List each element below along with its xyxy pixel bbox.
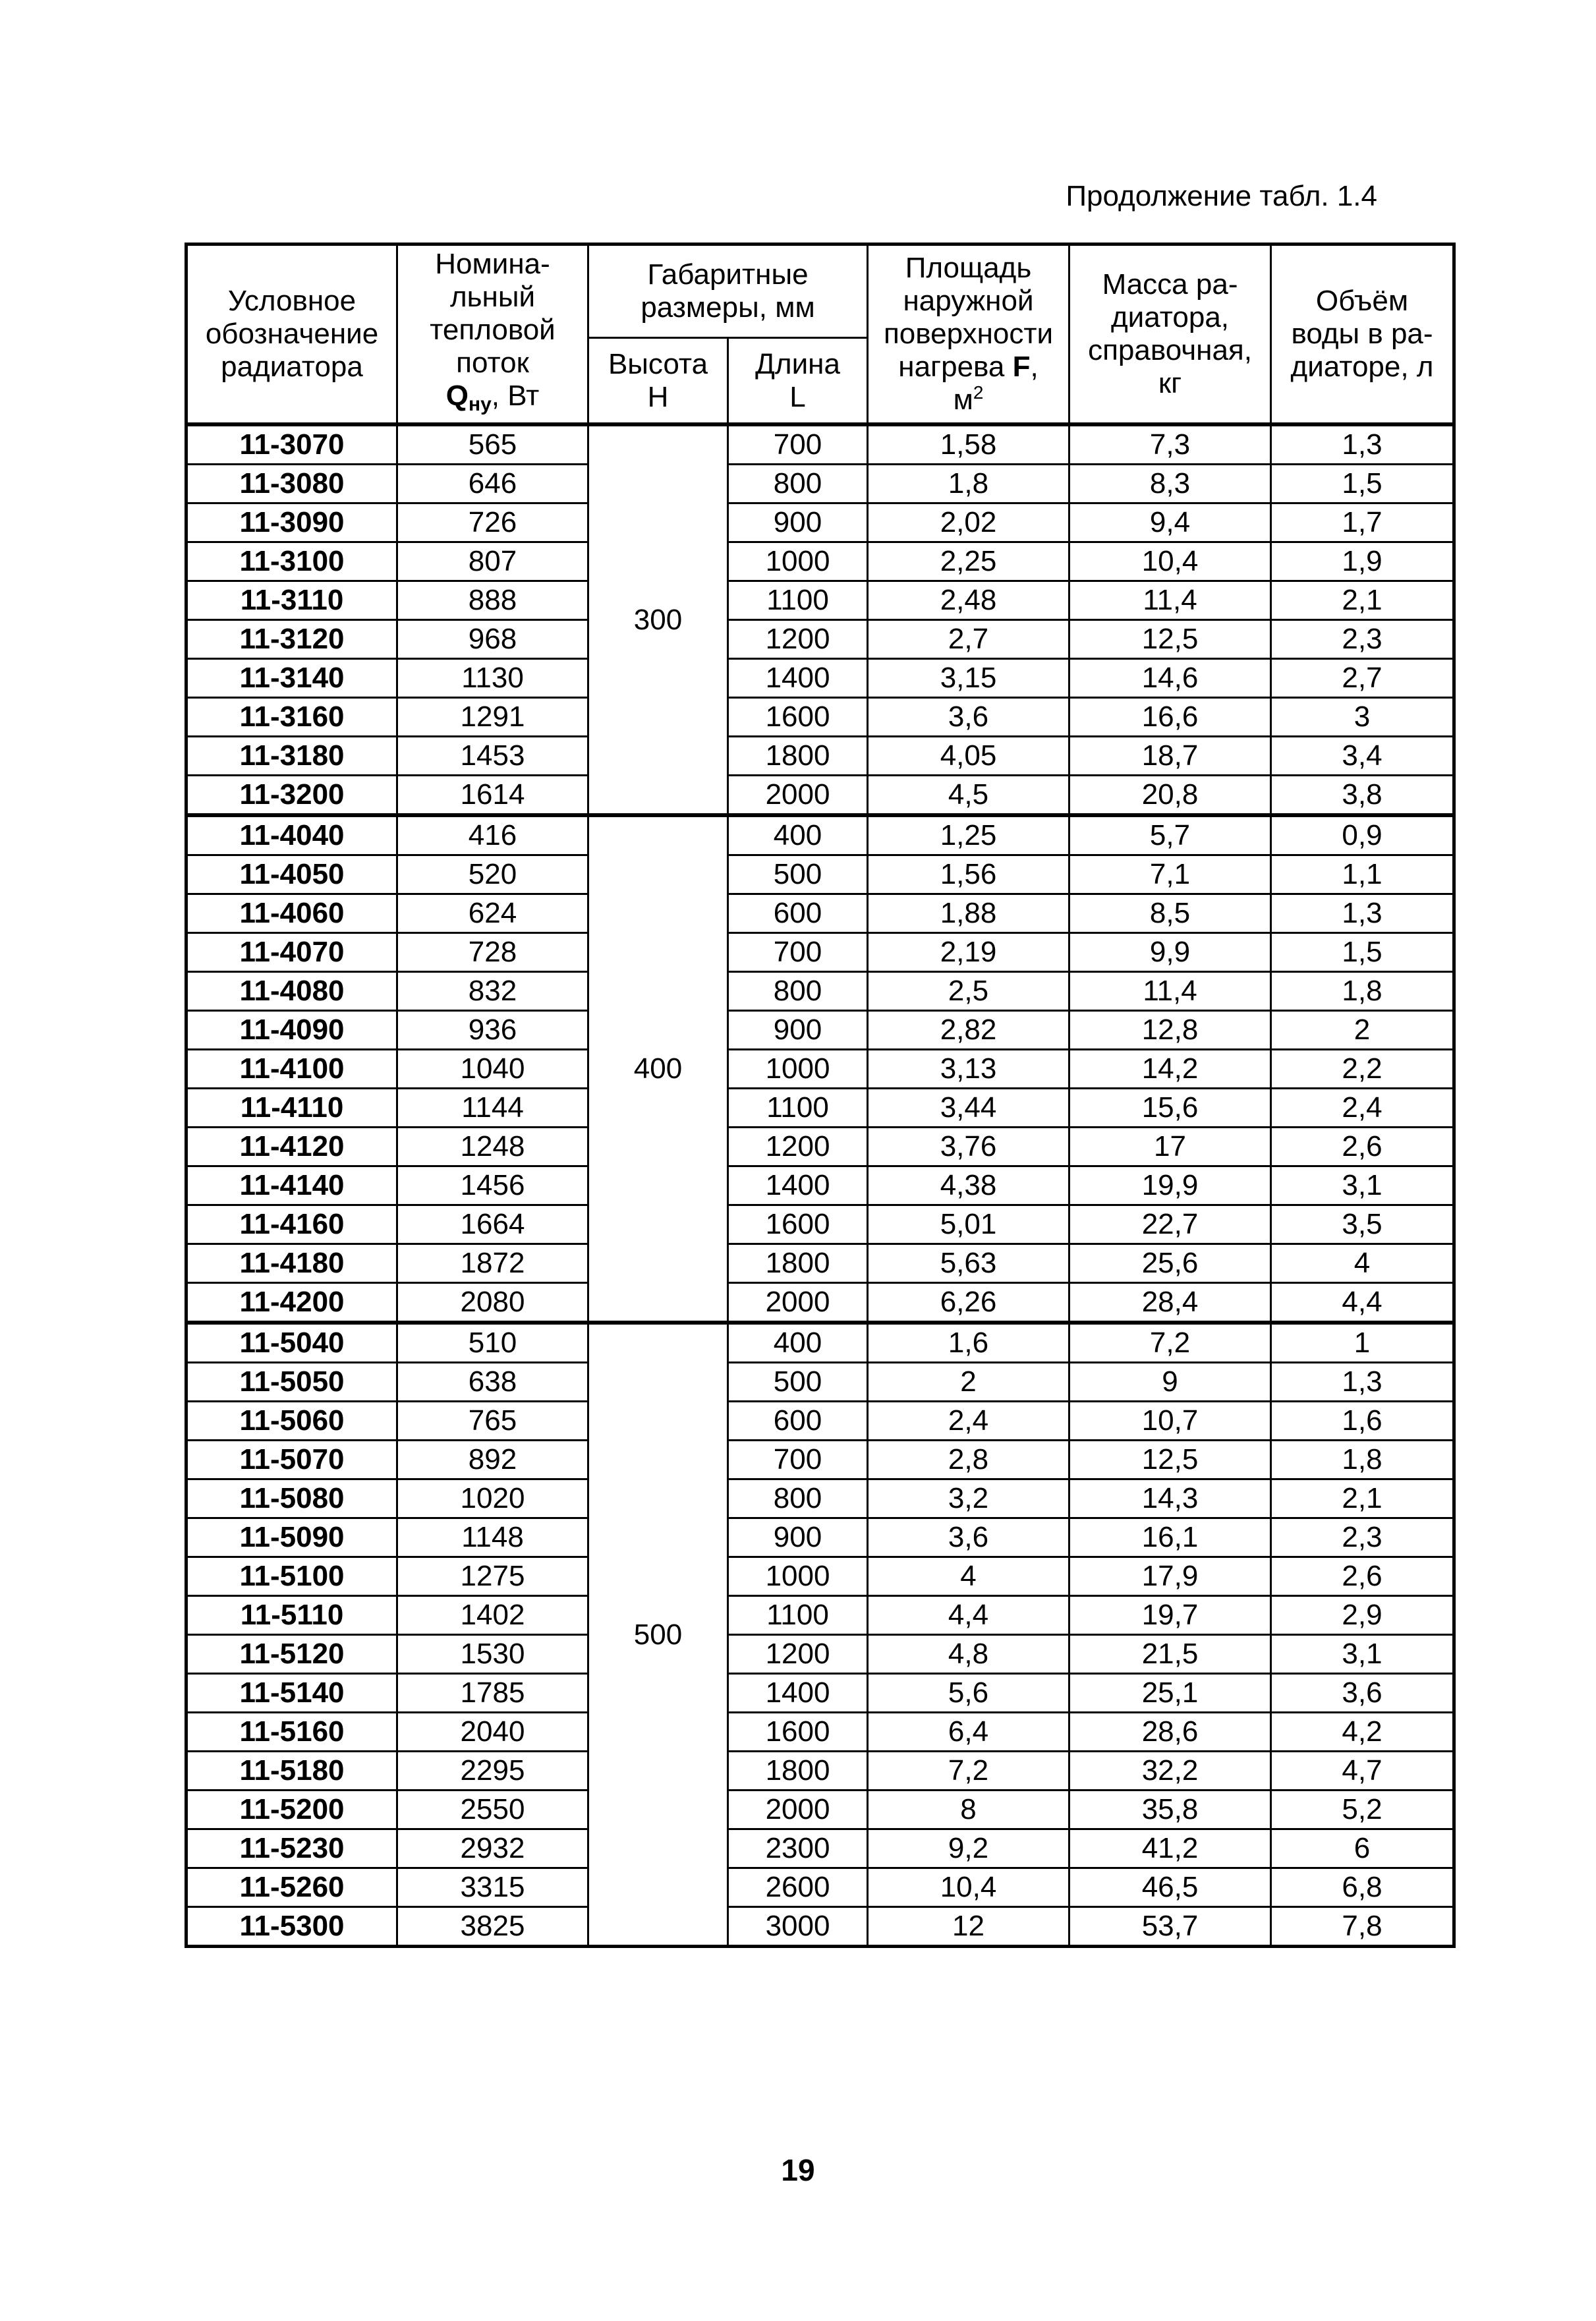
table-row xyxy=(186,1596,1454,1635)
cell-mass: 14,6 xyxy=(1069,659,1271,698)
cell-area: 3,2 xyxy=(868,1479,1069,1518)
table-row xyxy=(186,1166,1454,1205)
cell-area: 2 xyxy=(868,1363,1069,1402)
cell-heat-flow: 646 xyxy=(397,465,588,503)
cell-length: 700 xyxy=(728,424,868,465)
cell-area: 5,6 xyxy=(868,1674,1069,1713)
cell-length: 1200 xyxy=(728,1635,868,1674)
cell-designation: 11-3070 xyxy=(186,424,397,465)
cell-volume: 1,8 xyxy=(1271,972,1454,1011)
cell-heat-flow: 1148 xyxy=(397,1518,588,1557)
cell-heat-flow: 1785 xyxy=(397,1674,588,1713)
table-row xyxy=(186,1050,1454,1089)
cell-length: 2000 xyxy=(728,1791,868,1829)
table-row xyxy=(186,933,1454,972)
cell-volume: 3,6 xyxy=(1271,1674,1454,1713)
cell-heat-flow: 510 xyxy=(397,1323,588,1363)
cell-designation: 11-3180 xyxy=(186,737,397,776)
table-row xyxy=(186,1323,1454,1363)
table-caption: Продолжение табл. 1.4 xyxy=(1066,180,1377,212)
cell-heat-flow: 1614 xyxy=(397,776,588,816)
cell-area: 1,6 xyxy=(868,1323,1069,1363)
cell-height-group: 500 xyxy=(588,1323,728,1947)
cell-volume: 3 xyxy=(1271,698,1454,737)
cell-volume: 2 xyxy=(1271,1011,1454,1050)
cell-designation: 11-4080 xyxy=(186,972,397,1011)
cell-mass: 12,5 xyxy=(1069,1441,1271,1479)
cell-height-group: 300 xyxy=(588,424,728,815)
cell-length: 1000 xyxy=(728,542,868,581)
cell-heat-flow: 1530 xyxy=(397,1635,588,1674)
cell-designation: 11-5200 xyxy=(186,1791,397,1829)
cell-designation: 11-5260 xyxy=(186,1868,397,1907)
cell-volume: 1,5 xyxy=(1271,465,1454,503)
cell-heat-flow: 832 xyxy=(397,972,588,1011)
cell-area: 2,5 xyxy=(868,972,1069,1011)
cell-volume: 1,3 xyxy=(1271,424,1454,465)
cell-area: 1,25 xyxy=(868,815,1069,855)
table-row xyxy=(186,659,1454,698)
page-number: 19 xyxy=(781,2153,815,2187)
cell-length: 2600 xyxy=(728,1868,868,1907)
radiator-table xyxy=(185,243,1456,1948)
cell-length: 1100 xyxy=(728,1596,868,1635)
cell-heat-flow: 1402 xyxy=(397,1596,588,1635)
table-row xyxy=(186,698,1454,737)
cell-length: 3000 xyxy=(728,1907,868,1947)
cell-area: 2,7 xyxy=(868,620,1069,659)
cell-heat-flow: 1872 xyxy=(397,1244,588,1283)
cell-mass: 35,8 xyxy=(1069,1791,1271,1829)
cell-length: 1100 xyxy=(728,1089,868,1128)
cell-area: 5,63 xyxy=(868,1244,1069,1283)
cell-mass: 5,7 xyxy=(1069,815,1271,855)
cell-designation: 11-4140 xyxy=(186,1166,397,1205)
cell-length: 1400 xyxy=(728,659,868,698)
cell-designation: 11-4160 xyxy=(186,1205,397,1244)
table-row xyxy=(186,503,1454,542)
table-row xyxy=(186,1244,1454,1283)
header-area: Площадь наружной поверхности нагрева F, $м^2$ xyxy=(868,244,1069,425)
cell-area: 3,6 xyxy=(868,1518,1069,1557)
cell-designation: 11-4050 xyxy=(186,855,397,894)
cell-volume: 1,3 xyxy=(1271,1363,1454,1402)
cell-heat-flow: 726 xyxy=(397,503,588,542)
cell-area: 2,82 xyxy=(868,1011,1069,1050)
cell-designation: 11-4060 xyxy=(186,894,397,933)
table-row xyxy=(186,972,1454,1011)
cell-length: 600 xyxy=(728,1402,868,1441)
cell-designation: 11-5080 xyxy=(186,1479,397,1518)
cell-heat-flow: 1453 xyxy=(397,737,588,776)
cell-heat-flow: 520 xyxy=(397,855,588,894)
cell-volume: 1,6 xyxy=(1271,1402,1454,1441)
cell-mass: 9,9 xyxy=(1069,933,1271,972)
cell-designation: 11-3120 xyxy=(186,620,397,659)
cell-designation: 11-3160 xyxy=(186,698,397,737)
cell-length: 1100 xyxy=(728,581,868,620)
cell-area: 4,4 xyxy=(868,1596,1069,1635)
cell-heat-flow: 728 xyxy=(397,933,588,972)
table-row xyxy=(186,1363,1454,1402)
cell-designation: 11-5120 xyxy=(186,1635,397,1674)
cell-area: 8 xyxy=(868,1791,1069,1829)
cell-mass: 16,1 xyxy=(1069,1518,1271,1557)
cell-volume: 3,4 xyxy=(1271,737,1454,776)
cell-height-group: 400 xyxy=(588,815,728,1323)
table-row xyxy=(186,1752,1454,1791)
cell-mass: 7,3 xyxy=(1069,424,1271,465)
cell-mass: 19,7 xyxy=(1069,1596,1271,1635)
cell-mass: 17,9 xyxy=(1069,1557,1271,1596)
cell-area: 2,19 xyxy=(868,933,1069,972)
cell-area: 4,38 xyxy=(868,1166,1069,1205)
table-row xyxy=(186,1479,1454,1518)
table-row xyxy=(186,815,1454,855)
table-row xyxy=(186,855,1454,894)
header-heat-flow: Номина- льный тепловой поток Qну, Вт xyxy=(397,244,588,425)
cell-heat-flow: 1291 xyxy=(397,698,588,737)
cell-heat-flow: 3315 xyxy=(397,1868,588,1907)
cell-area: 3,6 xyxy=(868,698,1069,737)
table-row xyxy=(186,1283,1454,1323)
cell-mass: 12,8 xyxy=(1069,1011,1271,1050)
table-row xyxy=(186,1557,1454,1596)
table-row xyxy=(186,581,1454,620)
cell-designation: 11-4110 xyxy=(186,1089,397,1128)
cell-heat-flow: 1664 xyxy=(397,1205,588,1244)
cell-designation: 11-3140 xyxy=(186,659,397,698)
cell-length: 800 xyxy=(728,465,868,503)
cell-length: 1600 xyxy=(728,1713,868,1752)
cell-area: 2,25 xyxy=(868,542,1069,581)
cell-heat-flow: 638 xyxy=(397,1363,588,1402)
cell-designation: 11-5110 xyxy=(186,1596,397,1635)
cell-designation: 11-4120 xyxy=(186,1128,397,1166)
cell-length: 800 xyxy=(728,972,868,1011)
cell-mass: 46,5 xyxy=(1069,1868,1271,1907)
cell-designation: 11-4100 xyxy=(186,1050,397,1089)
table-row xyxy=(186,465,1454,503)
cell-volume: 3,1 xyxy=(1271,1635,1454,1674)
table-row xyxy=(186,1868,1454,1907)
cell-volume: 2,3 xyxy=(1271,1518,1454,1557)
cell-heat-flow: 2550 xyxy=(397,1791,588,1829)
cell-heat-flow: 2295 xyxy=(397,1752,588,1791)
cell-heat-flow: 565 xyxy=(397,424,588,465)
table-row xyxy=(186,737,1454,776)
cell-mass: 28,6 xyxy=(1069,1713,1271,1752)
cell-volume: 2,7 xyxy=(1271,659,1454,698)
cell-volume: 4 xyxy=(1271,1244,1454,1283)
cell-mass: 7,2 xyxy=(1069,1323,1271,1363)
table-row xyxy=(186,1674,1454,1713)
cell-volume: 7,8 xyxy=(1271,1907,1454,1947)
cell-mass: 9,4 xyxy=(1069,503,1271,542)
table-row xyxy=(186,1205,1454,1244)
table-body xyxy=(186,424,1454,1947)
cell-heat-flow: 936 xyxy=(397,1011,588,1050)
cell-length: 700 xyxy=(728,1441,868,1479)
cell-area: 3,15 xyxy=(868,659,1069,698)
cell-designation: 11-3080 xyxy=(186,465,397,503)
cell-designation: 11-4180 xyxy=(186,1244,397,1283)
cell-length: 400 xyxy=(728,1323,868,1363)
cell-designation: 11-3090 xyxy=(186,503,397,542)
cell-mass: 53,7 xyxy=(1069,1907,1271,1947)
cell-designation: 11-5230 xyxy=(186,1829,397,1868)
cell-designation: 11-4040 xyxy=(186,815,397,855)
cell-designation: 11-5180 xyxy=(186,1752,397,1791)
cell-length: 1200 xyxy=(728,620,868,659)
cell-mass: 9 xyxy=(1069,1363,1271,1402)
table-row xyxy=(186,424,1454,465)
table-row xyxy=(186,542,1454,581)
header-mass: Масса ра- диатора, справочная, кг xyxy=(1069,244,1271,425)
cell-area: 4,5 xyxy=(868,776,1069,816)
table-row xyxy=(186,1791,1454,1829)
cell-mass: 14,2 xyxy=(1069,1050,1271,1089)
cell-mass: 8,5 xyxy=(1069,894,1271,933)
cell-mass: 25,6 xyxy=(1069,1244,1271,1283)
area-symbol: F xyxy=(1012,351,1031,383)
cell-area: 1,88 xyxy=(868,894,1069,933)
cell-volume: 4,4 xyxy=(1271,1283,1454,1323)
header-length: Длина L xyxy=(728,338,868,425)
cell-mass: 17 xyxy=(1069,1128,1271,1166)
cell-designation: 11-4090 xyxy=(186,1011,397,1050)
cell-volume: 4,7 xyxy=(1271,1752,1454,1791)
cell-designation: 11-5300 xyxy=(186,1907,397,1947)
cell-length: 1400 xyxy=(728,1166,868,1205)
area-unit: м xyxy=(953,384,973,416)
table-row xyxy=(186,776,1454,816)
cell-area: 6,4 xyxy=(868,1713,1069,1752)
cell-designation: 11-4200 xyxy=(186,1283,397,1323)
cell-length: 1800 xyxy=(728,737,868,776)
cell-mass: 21,5 xyxy=(1069,1635,1271,1674)
cell-volume: 2,1 xyxy=(1271,581,1454,620)
cell-designation: 11-5050 xyxy=(186,1363,397,1402)
header-designation: Условное обозначение радиатора xyxy=(186,244,397,425)
table-row xyxy=(186,1713,1454,1752)
table-row xyxy=(186,620,1454,659)
cell-length: 1000 xyxy=(728,1557,868,1596)
heat-flow-unit: , Вт xyxy=(491,379,540,412)
cell-designation: 11-5040 xyxy=(186,1323,397,1363)
cell-heat-flow: 1020 xyxy=(397,1479,588,1518)
cell-heat-flow: 807 xyxy=(397,542,588,581)
cell-volume: 1,9 xyxy=(1271,542,1454,581)
cell-length: 1400 xyxy=(728,1674,868,1713)
cell-volume: 2,3 xyxy=(1271,620,1454,659)
cell-designation: 11-4070 xyxy=(186,933,397,972)
cell-heat-flow: 624 xyxy=(397,894,588,933)
cell-length: 600 xyxy=(728,894,868,933)
cell-designation: 11-5090 xyxy=(186,1518,397,1557)
cell-length: 900 xyxy=(728,503,868,542)
cell-length: 1200 xyxy=(728,1128,868,1166)
cell-volume: 2,1 xyxy=(1271,1479,1454,1518)
cell-heat-flow: 968 xyxy=(397,620,588,659)
cell-length: 2000 xyxy=(728,1283,868,1323)
cell-heat-flow: 1144 xyxy=(397,1089,588,1128)
cell-mass: 32,2 xyxy=(1069,1752,1271,1791)
cell-volume: 2,9 xyxy=(1271,1596,1454,1635)
cell-heat-flow: 416 xyxy=(397,815,588,855)
cell-area: 4,05 xyxy=(868,737,1069,776)
cell-area: 1,56 xyxy=(868,855,1069,894)
cell-area: 7,2 xyxy=(868,1752,1069,1791)
table-row xyxy=(186,1635,1454,1674)
cell-length: 900 xyxy=(728,1518,868,1557)
cell-volume: 5,2 xyxy=(1271,1791,1454,1829)
cell-mass: 8,3 xyxy=(1069,465,1271,503)
cell-length: 2000 xyxy=(728,776,868,816)
cell-area: 3,44 xyxy=(868,1089,1069,1128)
cell-designation: 11-3200 xyxy=(186,776,397,816)
table-header xyxy=(186,244,1454,425)
cell-length: 900 xyxy=(728,1011,868,1050)
cell-length: 500 xyxy=(728,1363,868,1402)
cell-area: 12 xyxy=(868,1907,1069,1947)
cell-volume: 3,5 xyxy=(1271,1205,1454,1244)
cell-heat-flow: 1275 xyxy=(397,1557,588,1596)
cell-designation: 11-3100 xyxy=(186,542,397,581)
cell-area: 4,8 xyxy=(868,1635,1069,1674)
cell-area: 2,8 xyxy=(868,1441,1069,1479)
cell-length: 1800 xyxy=(728,1752,868,1791)
cell-mass: 16,6 xyxy=(1069,698,1271,737)
heat-flow-symbol: Q xyxy=(445,379,469,412)
table-row xyxy=(186,1089,1454,1128)
cell-designation: 11-5140 xyxy=(186,1674,397,1713)
cell-area: 3,13 xyxy=(868,1050,1069,1089)
table-row xyxy=(186,1829,1454,1868)
cell-area: 3,76 xyxy=(868,1128,1069,1166)
table-row xyxy=(186,894,1454,933)
cell-length: 2300 xyxy=(728,1829,868,1868)
cell-volume: 6 xyxy=(1271,1829,1454,1868)
cell-mass: 10,7 xyxy=(1069,1402,1271,1441)
cell-heat-flow: 2080 xyxy=(397,1283,588,1323)
cell-volume: 1,8 xyxy=(1271,1441,1454,1479)
cell-mass: 28,4 xyxy=(1069,1283,1271,1323)
table-row xyxy=(186,1907,1454,1947)
header-dimensions: Габаритные размеры, мм xyxy=(588,244,868,338)
cell-mass: 25,1 xyxy=(1069,1674,1271,1713)
cell-heat-flow: 1248 xyxy=(397,1128,588,1166)
cell-length: 700 xyxy=(728,933,868,972)
cell-mass: 11,4 xyxy=(1069,972,1271,1011)
cell-volume: 3,8 xyxy=(1271,776,1454,816)
heat-flow-subscript: ну xyxy=(468,393,492,415)
cell-mass: 41,2 xyxy=(1069,1829,1271,1868)
cell-area: 4 xyxy=(868,1557,1069,1596)
cell-area: 6,26 xyxy=(868,1283,1069,1323)
cell-volume: 3,1 xyxy=(1271,1166,1454,1205)
cell-volume: 1,3 xyxy=(1271,894,1454,933)
cell-volume: 2,2 xyxy=(1271,1050,1454,1089)
cell-heat-flow: 892 xyxy=(397,1441,588,1479)
header-height: Высота H xyxy=(588,338,728,425)
cell-mass: 19,9 xyxy=(1069,1166,1271,1205)
table-row xyxy=(186,1518,1454,1557)
cell-designation: 11-5060 xyxy=(186,1402,397,1441)
cell-mass: 20,8 xyxy=(1069,776,1271,816)
cell-volume: 2,6 xyxy=(1271,1128,1454,1166)
cell-volume: 4,2 xyxy=(1271,1713,1454,1752)
cell-length: 400 xyxy=(728,815,868,855)
cell-heat-flow: 1456 xyxy=(397,1166,588,1205)
cell-length: 1600 xyxy=(728,698,868,737)
cell-mass: 22,7 xyxy=(1069,1205,1271,1244)
cell-designation: 11-5070 xyxy=(186,1441,397,1479)
cell-mass: 14,3 xyxy=(1069,1479,1271,1518)
cell-heat-flow: 888 xyxy=(397,581,588,620)
cell-length: 1800 xyxy=(728,1244,868,1283)
cell-area: 1,8 xyxy=(868,465,1069,503)
cell-area: 10,4 xyxy=(868,1868,1069,1907)
cell-mass: 18,7 xyxy=(1069,737,1271,776)
cell-area: 2,4 xyxy=(868,1402,1069,1441)
table-row xyxy=(186,1441,1454,1479)
table-row xyxy=(186,1011,1454,1050)
area-unit-power: 2 xyxy=(973,382,984,403)
cell-volume: 6,8 xyxy=(1271,1868,1454,1907)
cell-mass: 10,4 xyxy=(1069,542,1271,581)
cell-heat-flow: 3825 xyxy=(397,1907,588,1947)
cell-designation: 11-5100 xyxy=(186,1557,397,1596)
cell-volume: 1,1 xyxy=(1271,855,1454,894)
cell-volume: 1 xyxy=(1271,1323,1454,1363)
table-row xyxy=(186,1402,1454,1441)
cell-designation: 11-3110 xyxy=(186,581,397,620)
cell-length: 1600 xyxy=(728,1205,868,1244)
cell-heat-flow: 1130 xyxy=(397,659,588,698)
cell-designation: 11-5160 xyxy=(186,1713,397,1752)
cell-heat-flow: 2040 xyxy=(397,1713,588,1752)
cell-area: 2,02 xyxy=(868,503,1069,542)
cell-mass: 11,4 xyxy=(1069,581,1271,620)
table-row xyxy=(186,1128,1454,1166)
cell-length: 800 xyxy=(728,1479,868,1518)
cell-area: 9,2 xyxy=(868,1829,1069,1868)
cell-area: 2,48 xyxy=(868,581,1069,620)
cell-area: 1,58 xyxy=(868,424,1069,465)
cell-volume: 2,4 xyxy=(1271,1089,1454,1128)
cell-mass: 15,6 xyxy=(1069,1089,1271,1128)
cell-length: 1000 xyxy=(728,1050,868,1089)
cell-heat-flow: 1040 xyxy=(397,1050,588,1089)
cell-length: 500 xyxy=(728,855,868,894)
cell-mass: 7,1 xyxy=(1069,855,1271,894)
cell-volume: 1,7 xyxy=(1271,503,1454,542)
cell-mass: 12,5 xyxy=(1069,620,1271,659)
cell-area: 5,01 xyxy=(868,1205,1069,1244)
cell-heat-flow: 765 xyxy=(397,1402,588,1441)
cell-heat-flow: 2932 xyxy=(397,1829,588,1868)
cell-volume: 2,6 xyxy=(1271,1557,1454,1596)
cell-volume: 1,5 xyxy=(1271,933,1454,972)
header-volume: Объём воды в ра- диаторе, л xyxy=(1271,244,1454,425)
cell-volume: 0,9 xyxy=(1271,815,1454,855)
